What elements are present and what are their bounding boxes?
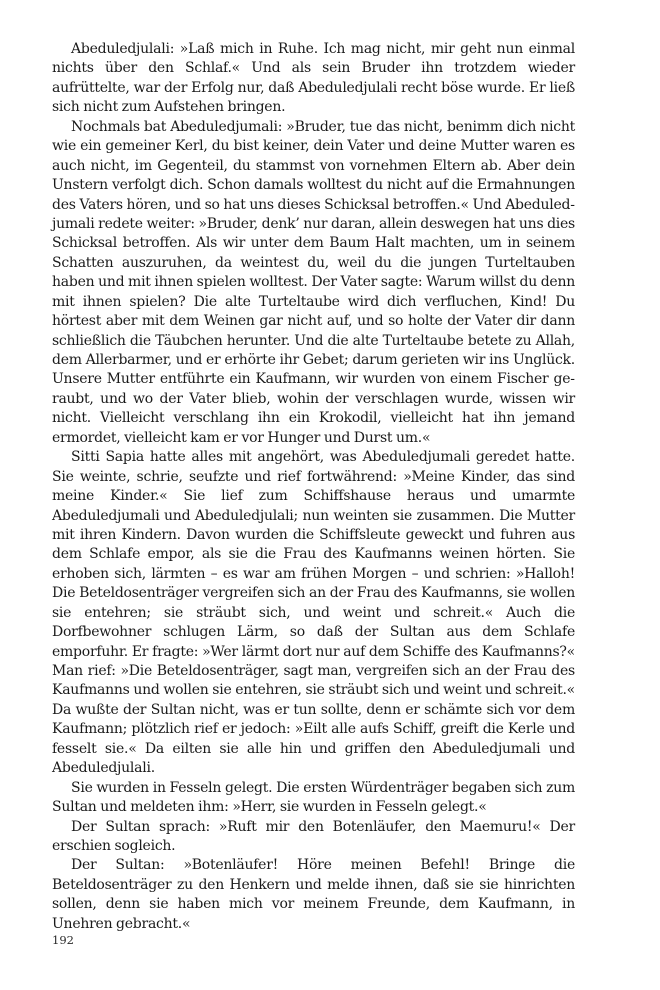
- paragraph: Nochmals bat Abeduledjumali: »Bruder, tue das nicht, benimm dich nicht wie ein gemeiner Kerl, du bist keiner, dein Vater und deine Mutter waren es auch nicht, im Gegenteil, du stammst von vornehmen Eltern ab. Aber dein Unstern verfolgt dich. Schon damals wolltest du nicht auf die Ermahnungen des Vaters hören, und so hat uns dieses Schicksal betroffen.« Und Abeduledjumali redete weiter: »Bruder, denk’ nur daran, allein deswegen hat uns dies Schicksal betroffen. Als wir unter dem Baum Halt machten, um in seinem Schatten auszuruhen, da weintest du, weil du die jungen Turteltauben haben und mit ihnen spielen wolltest. Der Vater sagte: Warum willst du denn mit ihnen spielen? Die alte Turteltaube wird dich verfluchen, Kind! Du hörtest aber mit dem Weinen gar nicht auf, und so holte der Vater dir dann schließlich die Täubchen herunter. Und die alte Turteltaube betete zu Allah, dem Allerbarmer, und er erhörte ihr Gebet; darum gerieten wir ins Unglück. Unsere Mutter entführte ein Kaufmann, wir wurden von einem Fischer geraubt, und wo der Vater blieb, wohin der verschlagen wurde, wissen wir nicht. Vielleicht verschlang ihn ein Krokodil, vielleicht hat ihn jemand ermordet, vielleicht kam er vor Hunger und Durst um.«: [52, 118, 575, 446]
- page-number: 192: [52, 933, 74, 947]
- paragraph: Abeduledjulali: »Laß mich in Ruhe. Ich mag nicht, mir geht nun einmal nichts über den Schlaf.« Und als sein Bruder ihn trotzdem wieder aufrüttelte, war der Erfolg nur, daß Abeduledjulali recht böse wurde. Er ließ sich nicht zum Aufstehen bringen.: [52, 41, 575, 116]
- page-body: [52, 40, 575, 940]
- paragraph: Der Sultan sprach: »Ruft mir den Botenläufer, den Maemuru!« Der erschien sogleich.: [52, 818, 575, 854]
- paragraph: Sitti Sapia hatte alles mit angehört, was Abeduledjumali geredet hatte. Sie weinte, schrie, seufzte und rief fortwährend: »Meine Kinder, das sind meine Kinder.« Sie lief zum Schiffshause heraus und umarmte Abeduledjumali und Abeduledjulali; nun weinten sie zusammen. Die Mutter mit ihren Kindern. Davon wurden die Schiffsleute geweckt und fuhren aus dem Schlafe empor, als sie die Frau des Kaufmanns weinen hörten. Sie erhoben sich, lärmten – es war am frühen Morgen – und schrien: »Halloh! Die Beteldosenträger vergreifen sich an der Frau des Kaufmanns, sie wollen sie entehren; sie sträubt sich, und weint und schreit.« Auch die Dorfbewohner schlugen Lärm, so daß der Sultan aus dem Schlafe emporfuhr. Er fragte: »Wer lärmt dort nur auf dem Schiffe des Kaufmanns?« Man rief: »Die Beteldosenträger, sagt man, vergreifen sich an der Frau des Kaufmanns und wollen sie entehren, sie sträubt sich und weint und schreit.« Da wußte der Sultan nicht, was er tun sollte, denn er schämte sich vor dem Kaufmann; plötzlich rief er jedoch: »Eilt alle aufs Schiff, greift die Kerle und fesselt sie.« Da eilten sie alle hin und griffen den Abeduledjumali und Abeduledjulali.: [52, 449, 575, 777]
- paragraph: Sie wurden in Fesseln gelegt. Die ersten Würdenträger begaben sich zum Sultan und meldeten ihm: »Herr, sie wurden in Fesseln gelegt.«: [52, 779, 575, 816]
- paragraph: Der Sultan: »Botenläufer! Höre meinen Befehl! Bringe die Beteldosenträger zu den Henkern und melde ihnen, daß sie sie hinrichten sollen, denn sie haben mich vor meinem Freunde, dem Kaufmann, in Unehren gebracht.«: [52, 857, 575, 932]
